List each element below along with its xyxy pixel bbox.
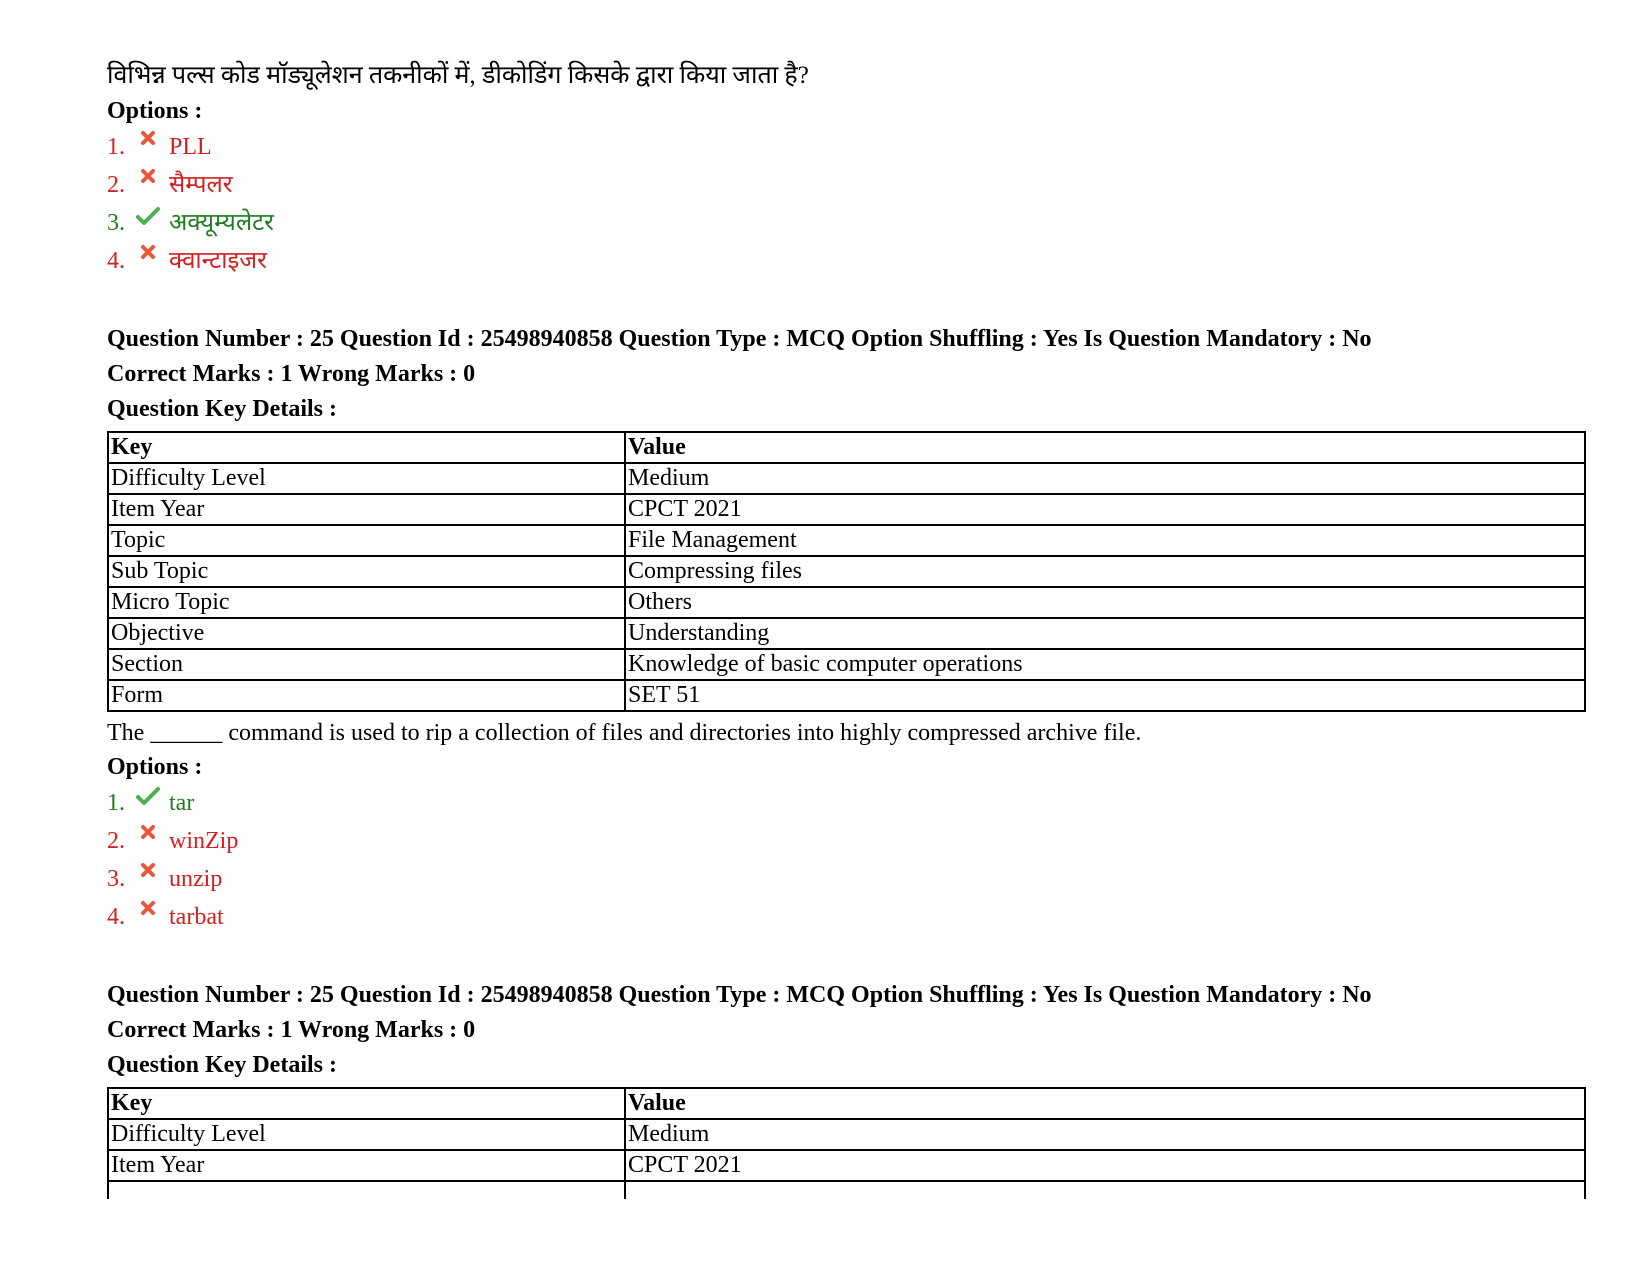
header-value: Value: [625, 432, 1585, 463]
header-key: Key: [108, 1088, 625, 1119]
row-value: Understanding: [625, 618, 1585, 649]
marks-line: Correct Marks : 1 Wrong Marks : 0: [107, 361, 476, 387]
option-item: [107, 822, 1587, 860]
table-row-partial: [108, 1181, 1585, 1199]
document-page: [107, 58, 1587, 1199]
row-key: Difficulty Level: [108, 463, 625, 494]
table-row: [108, 463, 1585, 494]
row-key: Micro Topic: [108, 587, 625, 618]
table-row: [108, 587, 1585, 618]
question-1-text: विभिन्न पल्स कोड मॉड्यूलेशन तकनीकों में, डीकोडिंग किसके द्वारा किया जाता है?: [107, 62, 809, 89]
key-details-table-2-clip: [107, 1083, 1587, 1199]
row-key: Section: [108, 649, 625, 680]
option-item: [107, 784, 1587, 822]
option-number: 4.: [107, 904, 125, 930]
table-header-row: [108, 1088, 1585, 1119]
key-details-label-2: Question Key Details :: [107, 1052, 337, 1078]
row-value: Medium: [625, 463, 1585, 494]
question-2-options-label: Options :: [107, 754, 203, 780]
question-meta-line-2: Question Number : 25 Question Id : 25498940858 Question Type : MCQ Option Shuffling : Yes Is Question Mandatory : No: [107, 982, 1372, 1008]
option-item: [107, 166, 1587, 204]
row-key: Item Year: [108, 494, 625, 525]
option-item: [107, 128, 1587, 166]
option-number: 4.: [107, 248, 125, 274]
row-value: File Management: [625, 525, 1585, 556]
option-item: [107, 242, 1587, 280]
option-number: 2.: [107, 172, 125, 198]
table-row: [108, 556, 1585, 587]
cross-icon: [133, 128, 163, 166]
question-meta-line: Question Number : 25 Question Id : 25498940858 Question Type : MCQ Option Shuffling : Yes Is Question Mandatory : No: [107, 326, 1372, 352]
option-text: tar: [169, 790, 195, 816]
header-key: Key: [108, 432, 625, 463]
option-number: 1.: [107, 790, 125, 816]
marks-line-2: Correct Marks : 1 Wrong Marks : 0: [107, 1017, 476, 1043]
row-value: Compressing files: [625, 556, 1585, 587]
row-value: Knowledge of basic computer operations: [625, 649, 1585, 680]
option-text: सैम्पलर: [169, 172, 233, 198]
table-row: [108, 494, 1585, 525]
key-details-table-2: [107, 1087, 1586, 1199]
row-value: CPCT 2021: [625, 1150, 1585, 1181]
cross-icon: [133, 860, 163, 898]
table-row: [108, 1119, 1585, 1150]
option-number: 3.: [107, 210, 125, 236]
table-header-row: [108, 432, 1585, 463]
cross-icon: [133, 242, 163, 280]
key-details-table: [107, 431, 1586, 712]
row-value: SET 51: [625, 680, 1585, 711]
option-number: 3.: [107, 866, 125, 892]
option-text: unzip: [169, 866, 223, 892]
table-row: [108, 649, 1585, 680]
table-row: [108, 1150, 1585, 1181]
table-row: [108, 525, 1585, 556]
option-number: 2.: [107, 828, 125, 854]
cross-icon: [133, 898, 163, 936]
row-key: Topic: [108, 525, 625, 556]
row-key: Difficulty Level: [108, 1119, 625, 1150]
option-text: अक्यूम्यलेटर: [169, 210, 274, 236]
option-text: PLL: [169, 134, 212, 160]
option-number: 1.: [107, 134, 125, 160]
row-value: Medium: [625, 1119, 1585, 1150]
option-text: क्वान्टाइजर: [169, 248, 267, 274]
cross-icon: [133, 822, 163, 860]
table-row: [108, 680, 1585, 711]
question-1-options-label: Options :: [107, 98, 203, 124]
check-icon: [133, 784, 163, 822]
option-text: tarbat: [169, 904, 224, 930]
option-item: [107, 860, 1587, 898]
check-icon: [133, 204, 163, 242]
header-value: Value: [625, 1088, 1585, 1119]
row-value: CPCT 2021: [625, 494, 1585, 525]
row-key: Item Year: [108, 1150, 625, 1181]
row-key: Form: [108, 680, 625, 711]
row-key: Objective: [108, 618, 625, 649]
cross-icon: [133, 166, 163, 204]
row-value: Others: [625, 587, 1585, 618]
question-2-options: [107, 784, 1587, 936]
row-key: Sub Topic: [108, 556, 625, 587]
option-item: [107, 898, 1587, 936]
key-details-label: Question Key Details :: [107, 396, 337, 422]
table-row: [108, 618, 1585, 649]
question-1-options: [107, 128, 1587, 280]
option-text: winZip: [169, 828, 239, 854]
question-2-text: The ______ command is used to rip a collection of files and directories into highly compressed archive file.: [107, 720, 1142, 746]
option-item: [107, 204, 1587, 242]
